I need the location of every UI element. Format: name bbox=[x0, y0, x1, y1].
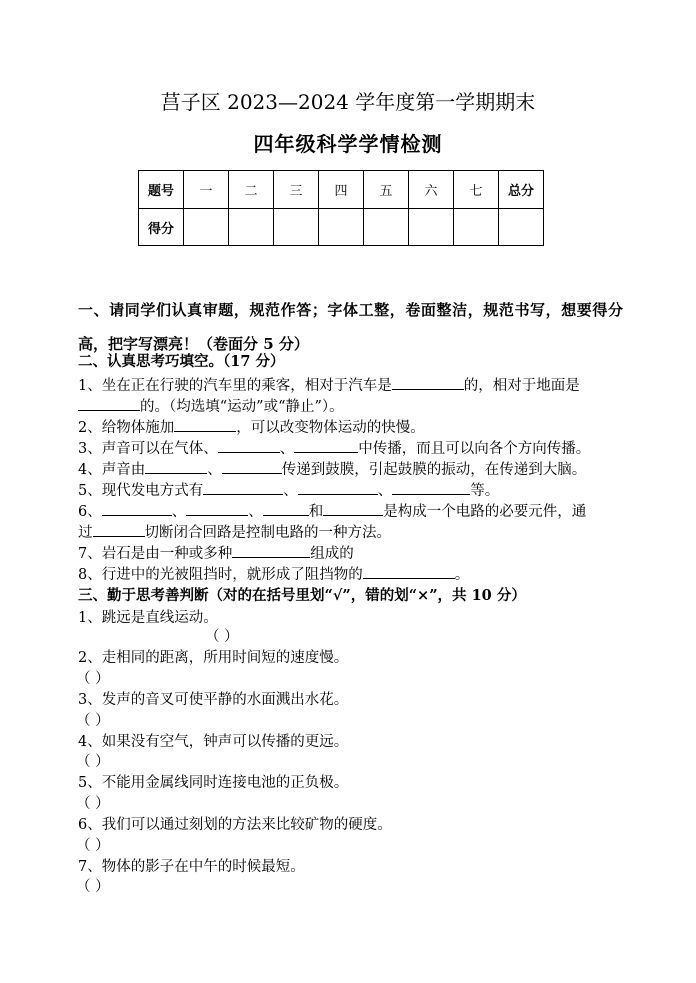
exam-title: 莒子区 2023—2024 学年度第一学期期末 bbox=[160, 90, 536, 114]
judge-answer-6[interactable]: （ ） bbox=[76, 838, 110, 854]
q1-text-b: 的，相对于地面是 bbox=[463, 378, 580, 394]
q3-text-c: 中传播，而且可以向各个方向传播。 bbox=[358, 441, 591, 457]
question-2-3 bbox=[78, 437, 590, 458]
judge-item-2: 2、走相同的距离，所用时间短的速度慢。 bbox=[78, 650, 349, 666]
q3-blank-1[interactable] bbox=[218, 438, 280, 453]
q2-text-a: 2、给物体施加 bbox=[78, 420, 175, 436]
header-cell-7: 七 bbox=[454, 171, 499, 209]
judge-item-5: 5、不能用金属线同时连接电池的正负极。 bbox=[78, 775, 349, 791]
q6-text-b: 、 bbox=[171, 504, 187, 520]
score-table-score-row bbox=[139, 209, 544, 246]
score-table bbox=[138, 170, 544, 246]
header-cell-2: 二 bbox=[229, 171, 274, 209]
section3-heading: 三、勤于思考善判断（对的在括号里划“√”，错的划“×”，共 10 分） bbox=[78, 587, 526, 604]
q7-text-b: 组成的 bbox=[310, 546, 354, 562]
q4-text-a: 4、声音由 bbox=[78, 462, 146, 478]
q4-text-b: 、 bbox=[207, 462, 222, 478]
header-cell-3: 三 bbox=[274, 171, 319, 209]
score-cell-2[interactable] bbox=[229, 209, 274, 246]
judge-answer-1[interactable]: （ ） bbox=[205, 629, 239, 645]
q6-blank-1[interactable] bbox=[102, 501, 172, 516]
judge-item-6: 6、我们可以通过刻划的方法来比较矿物的硬度。 bbox=[78, 817, 392, 833]
q8-text-b: 。 bbox=[454, 567, 470, 583]
q2-text-b: ，可以改变物体运动的快慢。 bbox=[236, 420, 425, 436]
q6-text-d: 和 bbox=[308, 504, 324, 520]
score-cell-4[interactable] bbox=[319, 209, 364, 246]
q6-blank-5[interactable] bbox=[93, 522, 145, 537]
question-2-4 bbox=[78, 458, 586, 479]
q6-text-f: 过 bbox=[78, 525, 93, 541]
score-cell-7[interactable] bbox=[454, 209, 499, 246]
q6-text-g: 切断闭合回路是控制电路的一种方法。 bbox=[144, 525, 391, 541]
q8-blank-1[interactable] bbox=[363, 564, 455, 579]
score-row-label: 得分 bbox=[139, 209, 184, 246]
header-cell-6: 六 bbox=[409, 171, 454, 209]
q3-text-b: 、 bbox=[279, 441, 295, 457]
q4-blank-2[interactable] bbox=[222, 459, 282, 474]
question-2-6 bbox=[78, 500, 586, 521]
q6-text-e: 是构成一个电路的必要元件，通 bbox=[383, 504, 587, 520]
judge-answer-2[interactable]: （ ） bbox=[76, 671, 110, 687]
q3-text-a: 3、声音可以在气体、 bbox=[78, 441, 218, 457]
question-2-1-cont bbox=[78, 395, 344, 416]
q3-blank-2[interactable] bbox=[294, 438, 358, 453]
judge-answer-3[interactable]: （ ） bbox=[76, 713, 110, 729]
q5-text-b: 、 bbox=[283, 483, 298, 499]
question-2-2 bbox=[78, 416, 425, 437]
q5-text-c: 、 bbox=[377, 483, 393, 499]
question-2-1 bbox=[78, 374, 580, 395]
score-table-header-row bbox=[139, 171, 544, 209]
q6-text-c: 、 bbox=[248, 504, 263, 520]
q8-text-a: 8、行进中的光被阻挡时，就形成了阻挡物的 bbox=[78, 567, 363, 583]
judge-item-4: 4、如果没有空气，钟声可以传播的更远。 bbox=[78, 734, 349, 750]
q2-blank-1[interactable] bbox=[174, 417, 236, 432]
score-cell-6[interactable] bbox=[409, 209, 454, 246]
q5-text-d: 等。 bbox=[470, 483, 500, 499]
section2-heading: 二、认真思考巧填空。（17 分） bbox=[78, 353, 285, 370]
header-cell-total: 总分 bbox=[499, 171, 544, 209]
section1-instructions: 一、请同学们认真审题，规范作答；字体工整，卷面整洁，规范书写，想要得分高，把字写漂亮！（卷面分 5 分） bbox=[78, 301, 623, 353]
q7-blank-1[interactable] bbox=[232, 543, 310, 558]
q5-blank-3[interactable] bbox=[392, 480, 470, 495]
question-2-8 bbox=[78, 563, 469, 584]
question-2-5 bbox=[78, 479, 499, 500]
q6-text-a: 6、 bbox=[78, 504, 102, 520]
exam-subtitle: 四年级科学学情检测 bbox=[253, 132, 443, 156]
q7-text-a: 7、岩石是由一种或多种 bbox=[78, 546, 233, 562]
header-cell-4: 四 bbox=[319, 171, 364, 209]
q1-text-a: 1、坐在正在行驶的汽车里的乘客，相对于汽车是 bbox=[78, 378, 392, 394]
judge-answer-5[interactable]: （ ） bbox=[76, 796, 110, 812]
q4-text-c: 传递到鼓膜，引起鼓膜的振动，在传递到大脑。 bbox=[281, 462, 587, 478]
score-cell-total[interactable] bbox=[499, 209, 544, 246]
judge-answer-7[interactable]: （ ） bbox=[76, 879, 110, 895]
q1-blank-2[interactable] bbox=[78, 396, 140, 411]
question-2-7 bbox=[78, 542, 354, 563]
judge-item-3: 3、发声的音叉可使平静的水面溅出水花。 bbox=[78, 692, 349, 708]
score-cell-3[interactable] bbox=[274, 209, 319, 246]
score-cell-5[interactable] bbox=[364, 209, 409, 246]
header-cell-5: 五 bbox=[364, 171, 409, 209]
q5-blank-2[interactable] bbox=[298, 480, 378, 495]
q5-text-a: 5、现代发电方式有 bbox=[78, 483, 204, 499]
judge-item-7: 7、物体的影子在中午的时候最短。 bbox=[78, 859, 305, 875]
q6-blank-4[interactable] bbox=[323, 501, 383, 516]
q5-blank-1[interactable] bbox=[203, 480, 283, 495]
q6-blank-3[interactable] bbox=[263, 501, 309, 516]
judge-item-1: 1、跳远是直线运动。 bbox=[78, 610, 218, 626]
q1-blank-1[interactable] bbox=[392, 375, 464, 390]
question-2-6-cont bbox=[78, 521, 391, 542]
header-cell-question-number: 题号 bbox=[139, 171, 184, 209]
q4-blank-1[interactable] bbox=[145, 459, 207, 474]
q6-blank-2[interactable] bbox=[186, 501, 248, 516]
header-cell-1: 一 bbox=[184, 171, 229, 209]
q1-text-c: 的。（均选填“运动”或“静止”）。 bbox=[140, 399, 344, 415]
judge-answer-4[interactable]: （ ） bbox=[76, 754, 110, 770]
score-cell-1[interactable] bbox=[184, 209, 229, 246]
